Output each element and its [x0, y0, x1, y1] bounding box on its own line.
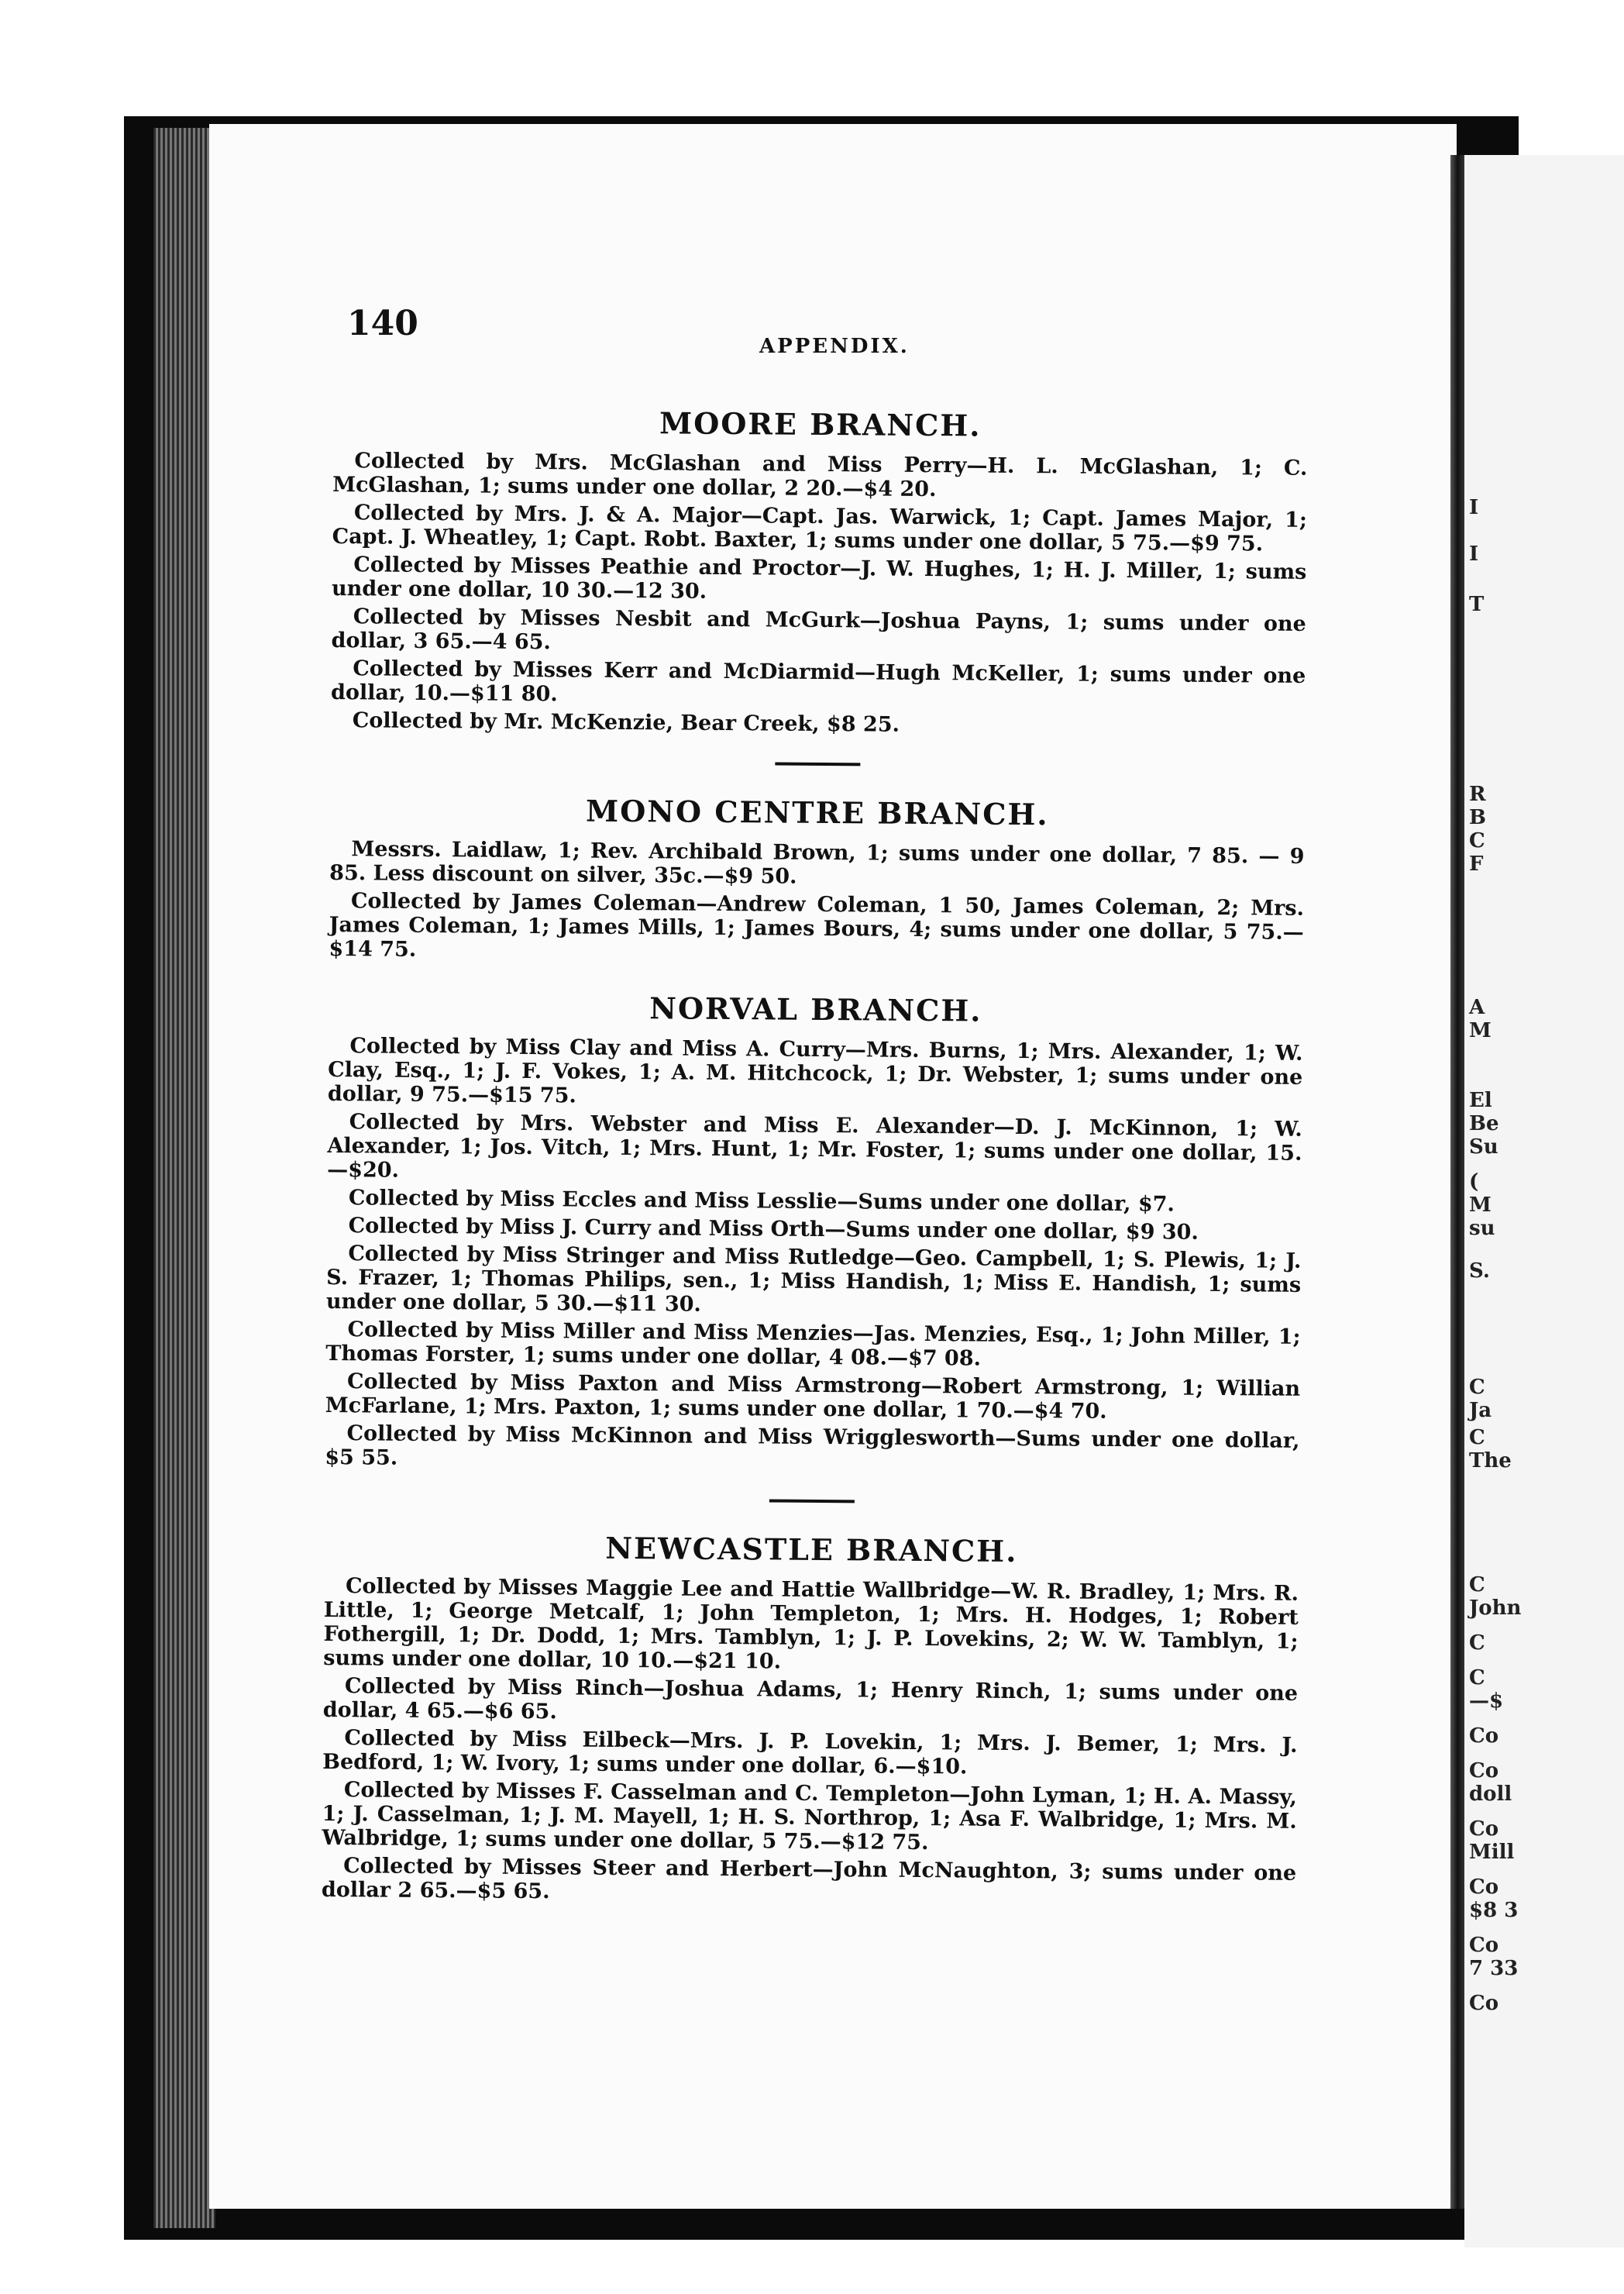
adjacent-page-fragment: M [1469, 1194, 1492, 1217]
adjacent-page-fragment: Co [1469, 1876, 1499, 1899]
adjacent-page-fragment: Co [1469, 1934, 1499, 1957]
entry: Collected by Miss Clay and Miss A. Curry—Mrs. Burns, 1; Mrs. Alexander, 1; W. Clay, Esq., 1; J. F. Vokes, 1; A. M. Hitchcock, 1; Dr. Webster, 1; sums under one dollar, 9 75.—$15 75. [327, 1034, 1303, 1108]
section-mono-centre-branch [329, 791, 1305, 969]
entry: Collected by James Coleman—Andrew Coleman, 1 50, James Coleman, 2; Mrs. James Coleman, 1; James Mills, 1; James Bours, 4; sums under one dollar, 5 75.—$14 75. [329, 889, 1305, 962]
adjacent-page-fragment: I [1469, 496, 1479, 519]
entry: Collected by Miss Stringer and Miss Rutledge—Geo. Campbell, 1; S. Plewis, 1; J. S. Frazer, 1; Thomas Philips, sen., 1; Miss Handish, 1; Miss E. Handish, 1; sums under one dollar, 5 30.—$11 30. [325, 1242, 1302, 1317]
entry: Collected by Mrs. McGlashan and Miss Perry—H. L. McGlashan, 1; C. McGlashan, 1; sums under one dollar, 2 20.—$4 20. [332, 449, 1308, 502]
entry: Collected by Miss Rinch—Joshua Adams, 1; Henry Rinch, 1; sums under one dollar, 4 65.—$6 65. [322, 1674, 1299, 1724]
adjacent-page-fragment: A [1469, 996, 1485, 1019]
entry: Collected by Mrs. Webster and Miss E. Alexander—D. J. McKinnon, 1; W. Alexander, 1; Jos. Vitch, 1; Mrs. Hunt, 1; Mr. Foster, 1; sums under one dollar, 15.—$20. [327, 1110, 1302, 1183]
adjacent-page-fragment: Be [1469, 1112, 1499, 1135]
adjacent-page-fragment: C [1469, 1631, 1485, 1655]
entry: Messrs. Laidlaw, 1; Rev. Archibald Brown, 1; sums under one dollar, 7 85. — 9 85. Less discount on silver, 35c.—$9 50. [329, 837, 1305, 889]
page-number: 140 [347, 304, 418, 343]
entry: Collected by Misses Peathie and Proctor—J. W. Hughes, 1; H. J. Miller, 1; sums under one dollar, 10 30.—12 30. [331, 553, 1307, 604]
entry: Collected by Misses Kerr and McDiarmid—Hugh McKeller, 1; sums under one dollar, 10.—$11 80. [330, 656, 1306, 707]
adjacent-page-fragment: 7 33 [1469, 1957, 1519, 1980]
section-divider [769, 1499, 855, 1503]
adjacent-page-fragment: Mill [1469, 1841, 1515, 1864]
page-edges [153, 128, 215, 2228]
adjacent-page-fragment: doll [1469, 1782, 1512, 1806]
section-divider [775, 762, 860, 766]
adjacent-page-fragment: R [1469, 783, 1486, 806]
adjacent-page-fragment: F [1469, 852, 1484, 876]
entry: Collected by Misses Nesbit and McGurk—Joshua Payns, 1; sums under one dollar, 3 65.—4 65. [331, 604, 1306, 655]
section-title: MONO CENTRE BRANCH. [585, 793, 1049, 832]
adjacent-page-fragment: C [1469, 1573, 1485, 1596]
section-newcastle-branch [322, 1528, 1299, 1910]
adjacent-page-fragment: M [1469, 1019, 1492, 1042]
running-head: APPENDIX. [759, 335, 910, 358]
section-moore-branch [331, 403, 1308, 740]
section-norval-branch [325, 988, 1303, 1477]
entry: Collected by Miss McKinnon and Miss Wrigglesworth—Sums under one dollar, $5 55. [325, 1421, 1300, 1470]
adjacent-page-fragment: C [1469, 1426, 1485, 1449]
adjacent-page-fragment: Co [1469, 1817, 1499, 1841]
book-gutter [1450, 155, 1464, 2209]
adjacent-page-fragment: —$ [1469, 1690, 1504, 1713]
adjacent-page-fragment: Ja [1469, 1399, 1492, 1422]
adjacent-page-fragment: $8 3 [1469, 1899, 1519, 1922]
adjacent-page-fragment: El [1469, 1089, 1492, 1112]
adjacent-page-edge [1464, 155, 1624, 2248]
adjacent-page-fragment: su [1469, 1217, 1495, 1240]
entry: Collected by Miss Paxton and Miss Armstrong—Robert Armstrong, 1; Willian McFarlane, 1; Mrs. Paxton, 1; sums under one dollar, 1 70.—$4 70. [325, 1369, 1301, 1424]
entry: Collected by Miss Eccles and Miss Lesslie—Sums under one dollar, $7. [348, 1186, 1175, 1217]
entry: Collected by Misses F. Casselman and C. Templeton—John Lyman, 1; H. A. Massy, 1; J. Casselman, 1; J. M. Mayell, 1; H. S. Northrop, 1; Asa F. Walbridge, 1; Mrs. M. Walbridge, 1; sums under one dollar, 5 75.—$12 75. [322, 1778, 1298, 1855]
entry: Collected by Mrs. J. & A. Major—Capt. Jas. Warwick, 1; Capt. James Major, 1; Capt. J. Wheatley, 1; Capt. Robt. Baxter, 1; sums under one dollar, 5 75.—$9 75. [332, 501, 1307, 556]
adjacent-page-fragment: Co [1469, 1759, 1499, 1782]
adjacent-page-fragment: C [1469, 1376, 1485, 1399]
entry: Collected by Miss J. Curry and Miss Orth—Sums under one dollar, $9 30. [348, 1214, 1199, 1245]
section-title: NEWCASTLE BRANCH. [605, 1530, 1018, 1569]
adjacent-page-fragment: Co [1469, 1992, 1499, 2015]
entry: Collected by Misses Steer and Herbert—John McNaughton, 3; sums under one dollar 2 65.—$5 65. [321, 1854, 1297, 1904]
entry: Collected by Mr. McKenzie, Bear Creek, $8 25. [352, 708, 900, 737]
entry: Collected by Miss Miller and Miss Menzies—Jas. Menzies, Esq., 1; John Miller, 1; Thomas Forster, 1; sums under one dollar, 4 08.—$7 08. [325, 1318, 1301, 1371]
section-title: NORVAL BRANCH. [649, 990, 982, 1028]
adjacent-page-fragment: John [1469, 1596, 1522, 1620]
adjacent-page-fragment: Su [1469, 1135, 1498, 1159]
adjacent-page-fragment: B [1469, 806, 1486, 829]
entry: Collected by Miss Eilbeck—Mrs. J. P. Lovekin, 1; Mrs. J. Bemer, 1; Mrs. J. Bedford, 1; W. Ivory, 1; sums under one dollar, 6.—$10. [322, 1726, 1298, 1779]
adjacent-page-fragment: C [1469, 1666, 1485, 1690]
section-title: MOORE BRANCH. [659, 405, 982, 443]
entry: Collected by Misses Maggie Lee and Hattie Wallbridge—W. R. Bradley, 1; Mrs. R. Little, 1; George Metcalf, 1; John Templeton, 1; Mrs. H. Hodges, 1; Robert Fothergill, 1; Dr. Dodd, 1; Mrs. Tamblyn, 1; J. P. Lovekins, 2; W. W. Tamblyn, 1; sums under one dollar, 10 10.—$21 10. [323, 1574, 1299, 1674]
adjacent-page-fragment: Co [1469, 1724, 1499, 1748]
page-content [322, 403, 1308, 1913]
adjacent-page-fragment: The [1469, 1449, 1512, 1472]
adjacent-page-fragment: T [1469, 593, 1485, 616]
adjacent-page-fragment: I [1469, 542, 1479, 566]
adjacent-page-fragment: S. [1469, 1259, 1490, 1283]
adjacent-page-fragment: ( [1469, 1170, 1479, 1194]
adjacent-page-fragment: C [1469, 829, 1485, 852]
